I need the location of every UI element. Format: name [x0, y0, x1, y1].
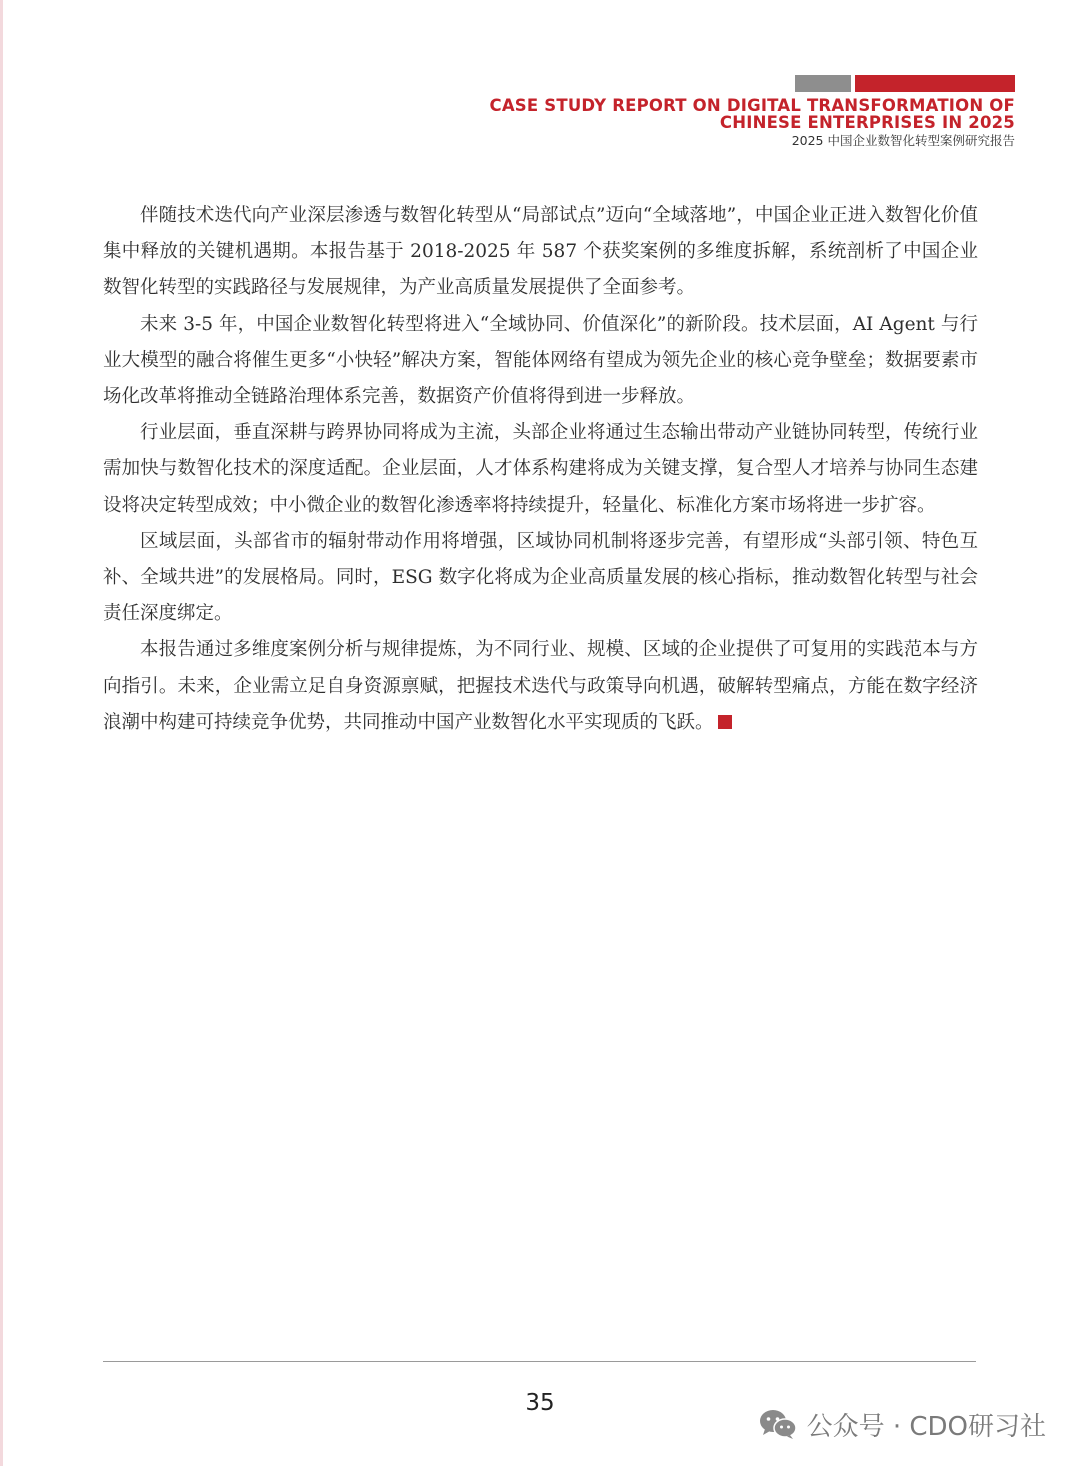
watermark-text: 公众号 · CDO研习社 [806, 1411, 1046, 1442]
paragraph: 行业层面，垂直深耕与跨界协同将成为主流，头部企业将通过生态输出带动产业链协同转型，传统行业需加快与数智化技术的深度适配。企业层面，人才体系构建将成为关键支撑，复合型人才培养与协同生态建设将决定转型成效；中小微企业的数智化渗透率将持续提升，轻量化、标准化方案市场将进一步扩容。 [103, 422, 978, 516]
paragraph: 区域层面，头部省市的辐射带动作用将增强，区域协同机制将逐步完善，有望形成“头部引领、特色互补、全域共进”的发展格局。同时，ESG 数字化将成为企业高质量发展的核心指标，推动数智化转型与社会责任深度绑定。 [103, 530, 978, 625]
report-title [395, 97, 1015, 131]
footer-rule [103, 1361, 976, 1362]
report-title-line1: CASE STUDY REPORT ON DIGITAL TRANSFORMATION OF [489, 96, 1015, 115]
paragraph: 未来 3-5 年，中国企业数智化转型将进入“全域协同、价值深化”的新阶段。技术层面，AI Agent 与行业大模型的融合将催生更多“小快轻”解决方案，智能体网络有望成为领先企业的核心竞争壁垒；数据要素市场化改革将推动全链路治理体系完善，数据资产价值将得到进一步释放。 [103, 313, 978, 408]
report-title-line2: CHINESE ENTERPRISES IN 2025 [719, 113, 1015, 132]
end-mark-square [718, 715, 732, 729]
wechat-icon [759, 1408, 797, 1440]
paragraph: 伴随技术迭代向产业深层渗透与数智化转型从“局部试点”迈向“全域落地”，中国企业正进入数智化价值集中释放的关键机遇期。本报告基于 2018-2025 年 587 个获奖案例的多维度拆解，系统剖析了中国企业数智化转型的实践路径与发展规律，为产业高质量发展提供了全面参考。 [103, 205, 978, 299]
page-number: 35 [525, 1390, 555, 1416]
paragraph-last [103, 632, 978, 741]
header-bar-grey [795, 75, 851, 92]
watermark [759, 1404, 1046, 1444]
page-left-edge [0, 0, 3, 1466]
body-text [103, 198, 978, 741]
paragraph-last-text: 本报告通过多维度案例分析与规律提炼，为不同行业、规模、区域的企业提供了可复用的实践范本与方向指引。未来，企业需立足自身资源禀赋，把握技术迭代与政策导向机遇，破解转型痛点，方能在数字经济浪潮中构建可持续竞争优势，共同推动中国产业数智化水平实现质的飞跃。 [103, 639, 978, 733]
report-subtitle: 2025 中国企业数智化转型案例研究报告 [791, 133, 1015, 148]
header-bar-red [855, 75, 1015, 92]
